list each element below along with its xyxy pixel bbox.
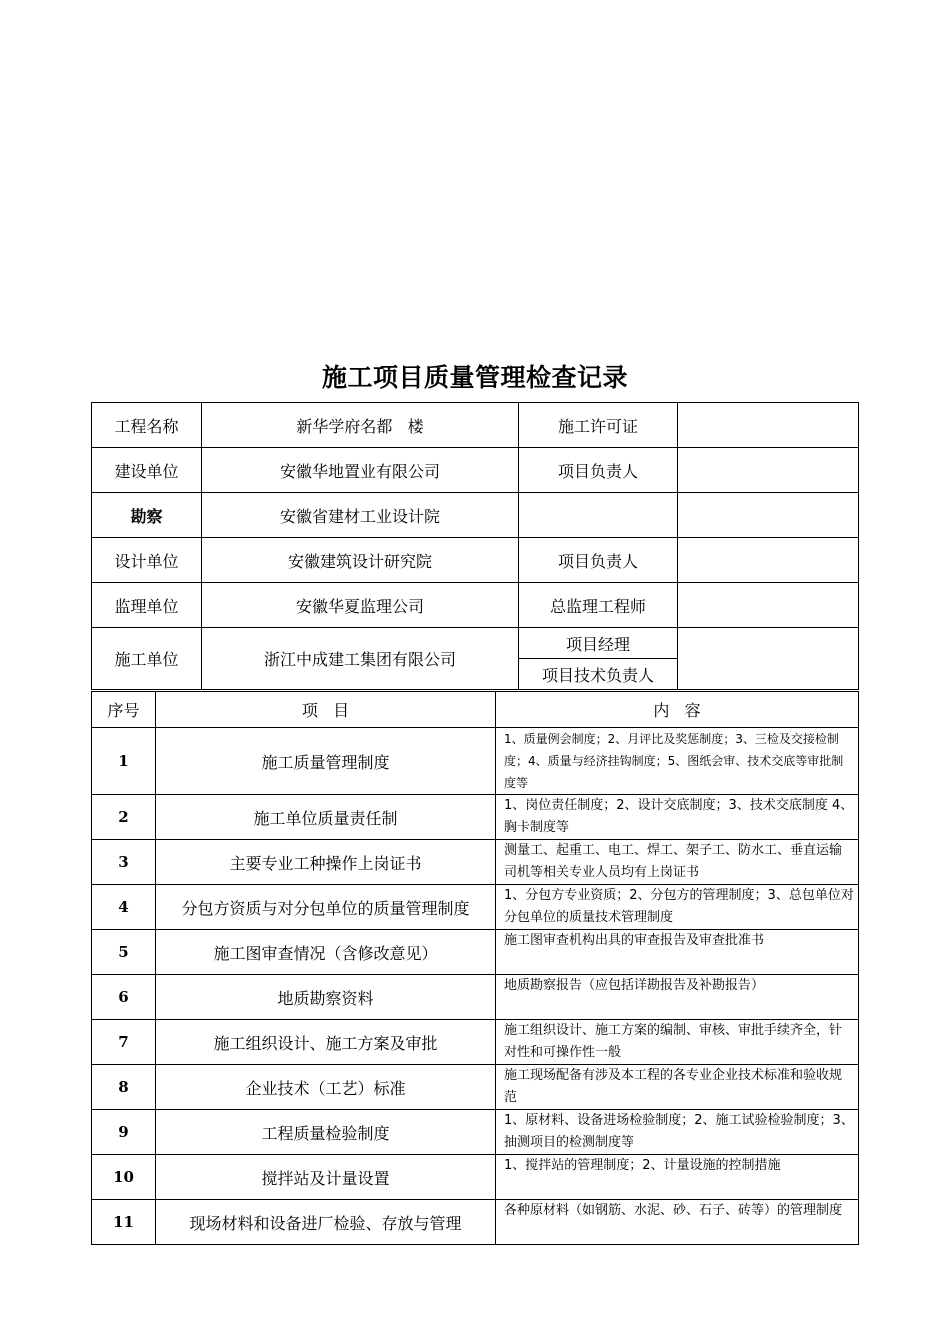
table-row xyxy=(92,1110,859,1155)
row-item: 主要专业工种操作上岗证书 xyxy=(156,840,496,885)
header-content: 内 容 xyxy=(496,692,859,728)
row-content: 地质勘察报告（应包括详勘报告及补勘报告） xyxy=(496,975,859,1020)
check-items-table xyxy=(91,691,859,1245)
project-name-value: 新华学府名都 楼 xyxy=(202,403,519,448)
contractor-value: 浙江中成建工集团有限公司 xyxy=(202,628,519,690)
builder-pm-value xyxy=(678,448,859,493)
table-row xyxy=(92,795,859,840)
row-number: 7 xyxy=(92,1020,156,1065)
row-content: 施工现场配备有涉及本工程的各专业企业技术标准和验收规范 xyxy=(496,1065,859,1110)
row-content: 施工图审查机构出具的审查报告及审查批准书 xyxy=(496,930,859,975)
table-row xyxy=(92,1155,859,1200)
row-number: 2 xyxy=(92,795,156,840)
table-row xyxy=(92,930,859,975)
tech-lead-label: 项目技术负责人 xyxy=(519,659,678,690)
survey-extra-label xyxy=(519,493,678,538)
row-content: 1、岗位责任制度；2、设计交底制度；3、技术交底制度 4、胸卡制度等 xyxy=(496,795,859,840)
info-row-contractor xyxy=(92,628,859,659)
row-content: 1、搅拌站的管理制度；2、计量设施的控制措施 xyxy=(496,1155,859,1200)
header-item: 项 目 xyxy=(156,692,496,728)
row-item: 现场材料和设备进厂检验、存放与管理 xyxy=(156,1200,496,1245)
survey-extra-value xyxy=(678,493,859,538)
info-row-supervision xyxy=(92,583,859,628)
row-item: 工程质量检验制度 xyxy=(156,1110,496,1155)
design-label: 设计单位 xyxy=(92,538,202,583)
design-value: 安徽建筑设计研究院 xyxy=(202,538,519,583)
info-row-survey xyxy=(92,493,859,538)
row-item: 搅拌站及计量设置 xyxy=(156,1155,496,1200)
chief-supervisor-label: 总监理工程师 xyxy=(519,583,678,628)
builder-pm-label: 项目负责人 xyxy=(519,448,678,493)
table-row xyxy=(92,1020,859,1065)
builder-label: 建设单位 xyxy=(92,448,202,493)
row-item: 地质勘察资料 xyxy=(156,975,496,1020)
table-row xyxy=(92,1065,859,1110)
row-item: 施工质量管理制度 xyxy=(156,728,496,795)
survey-label: 勘察 xyxy=(92,493,202,538)
table-row xyxy=(92,840,859,885)
supervision-value: 安徽华夏监理公司 xyxy=(202,583,519,628)
row-number: 1 xyxy=(92,728,156,795)
items-header-row xyxy=(92,692,859,728)
chief-supervisor-value xyxy=(678,583,859,628)
project-name-label: 工程名称 xyxy=(92,403,202,448)
row-number: 9 xyxy=(92,1110,156,1155)
row-item: 施工单位质量责任制 xyxy=(156,795,496,840)
row-number: 5 xyxy=(92,930,156,975)
row-item: 施工图审查情况（含修改意见） xyxy=(156,930,496,975)
table-row xyxy=(92,885,859,930)
info-row-builder xyxy=(92,448,859,493)
contractor-people-value xyxy=(678,628,859,690)
row-number: 11 xyxy=(92,1200,156,1245)
row-content: 1、分包方专业资质；2、分包方的管理制度；3、总包单位对分包单位的质量技术管理制度 xyxy=(496,885,859,930)
row-item: 企业技术（工艺）标准 xyxy=(156,1065,496,1110)
survey-value: 安徽省建材工业设计院 xyxy=(202,493,519,538)
info-row-design xyxy=(92,538,859,583)
builder-value: 安徽华地置业有限公司 xyxy=(202,448,519,493)
table-row xyxy=(92,975,859,1020)
row-number: 4 xyxy=(92,885,156,930)
header-no: 序号 xyxy=(92,692,156,728)
row-content: 各种原材料（如钢筋、水泥、砂、石子、砖等）的管理制度 xyxy=(496,1200,859,1245)
row-item: 施工组织设计、施工方案及审批 xyxy=(156,1020,496,1065)
row-content: 1、质量例会制度；2、月评比及奖惩制度；3、三检及交接检制度；4、质量与经济挂钩制度；5、图纸会审、技术交底等审批制度等 xyxy=(496,728,859,795)
row-item: 分包方资质与对分包单位的质量管理制度 xyxy=(156,885,496,930)
table-row xyxy=(92,1200,859,1245)
row-number: 6 xyxy=(92,975,156,1020)
row-number: 10 xyxy=(92,1155,156,1200)
permit-label: 施工许可证 xyxy=(519,403,678,448)
row-number: 3 xyxy=(92,840,156,885)
table-row xyxy=(92,728,859,795)
design-pm-value xyxy=(678,538,859,583)
row-content: 施工组织设计、施工方案的编制、审核、审批手续齐全，针对性和可操作性一般 xyxy=(496,1020,859,1065)
row-number: 8 xyxy=(92,1065,156,1110)
page-title: 施工项目质量管理检查记录 xyxy=(321,363,628,392)
project-manager-label: 项目经理 xyxy=(519,628,678,659)
row-content: 1、原材料、设备进场检验制度；2、施工试验检验制度；3、抽测项目的检测制度等 xyxy=(496,1110,859,1155)
design-pm-label: 项目负责人 xyxy=(519,538,678,583)
info-row-project xyxy=(92,403,859,448)
row-content: 测量工、起重工、电工、焊工、架子工、防水工、垂直运输司机等相关专业人员均有上岗证书 xyxy=(496,840,859,885)
project-info-table xyxy=(91,402,859,690)
permit-value xyxy=(678,403,859,448)
supervision-label: 监理单位 xyxy=(92,583,202,628)
contractor-label: 施工单位 xyxy=(92,628,202,690)
